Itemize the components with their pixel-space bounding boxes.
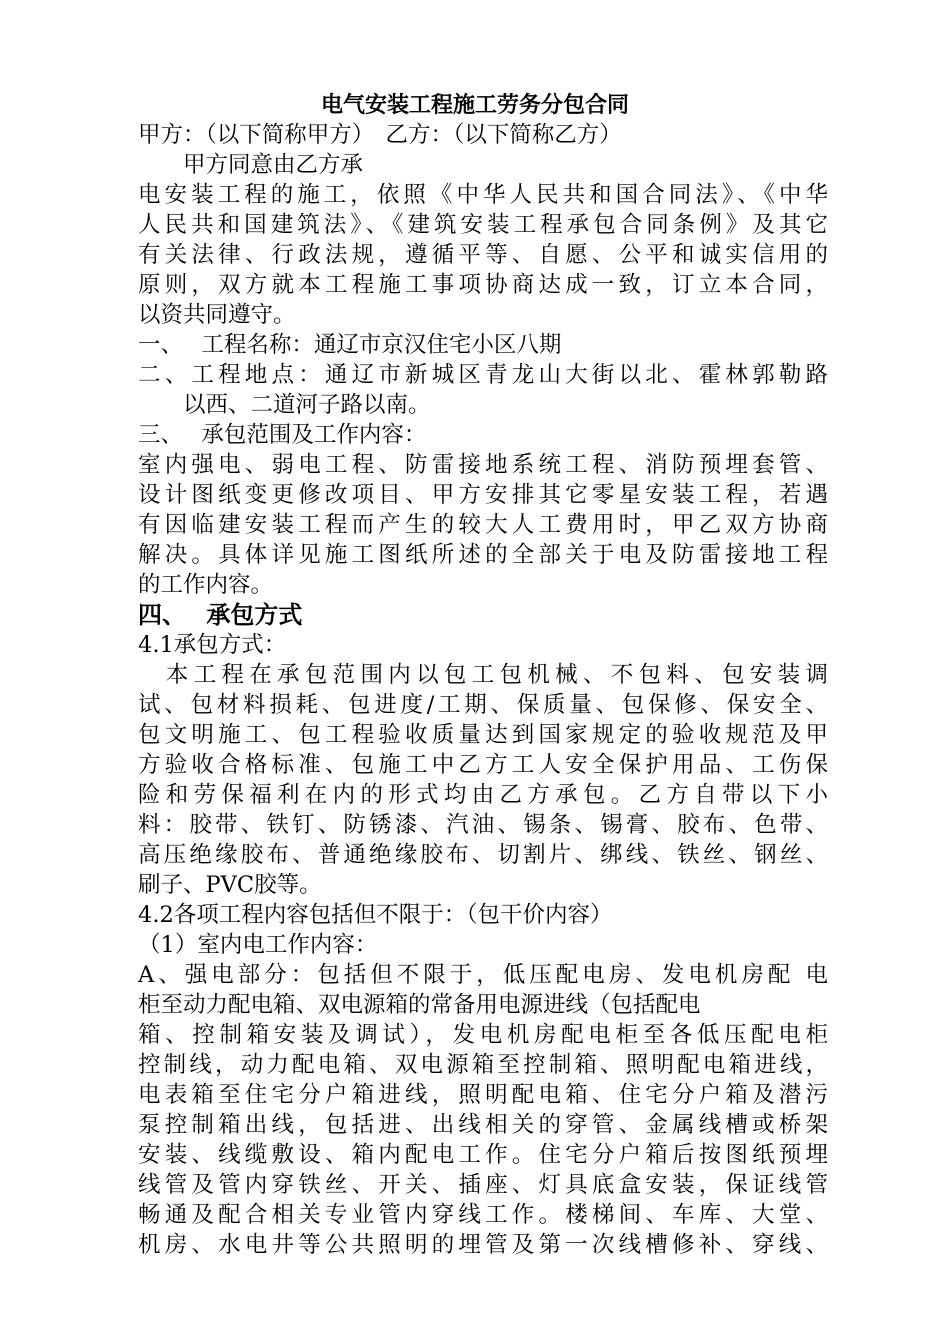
paragraph-line: 方验收合格标准、包施工中乙方工人安全保护用品、工伤保: [138, 752, 828, 778]
paragraph-line: 室内强电、弱电工程、防雷接地系统工程、消防预埋套管、: [138, 452, 828, 478]
paragraph-line: 设计图纸变更修改项目、甲方安排其它零星安装工程，若遇: [138, 482, 828, 508]
paragraph-line: 以西、二道河子路以南。: [138, 392, 431, 418]
document-title: 电气安装工程施工劳务分包合同: [320, 92, 629, 118]
paragraph-line: A、强电部分：包括但不限于，低压配电房、发电机房配 电: [138, 962, 828, 988]
paragraph-line: 电安装工程的施工，依照《中华人民共和国合同法》、《中华: [138, 182, 828, 208]
paragraph-line: 料：胶带、铁钉、防锈漆、汽油、锡条、锡膏、胶布、色带、: [138, 812, 828, 838]
paragraph-line: 机房、水电井等公共照明的埋管及第一次线槽修补、穿线、: [138, 1232, 828, 1258]
paragraph-line: 有因临建安装工程而产生的较大人工费用时，甲乙双方协商: [138, 512, 828, 538]
paragraph-line: 人民共和国建筑法》、《建筑安装工程承包合同条例》及其它: [138, 212, 828, 238]
paragraph-line: 险和劳保福利在内的形式均由乙方承包。乙方自带以下小: [138, 782, 828, 808]
parties-line: 甲方：（以下简称甲方） 乙方：（以下简称乙方）: [138, 122, 622, 148]
paragraph-line: 柜至动力配电箱、双电源箱的常备用电源进线（包括配电: [138, 992, 701, 1018]
paragraph-line: 控制线，动力配电箱、双电源箱至控制箱、照明配电箱进线，: [138, 1052, 828, 1078]
section-heading: 四、 承包方式: [138, 600, 303, 629]
section-heading: 一、 工程名称：通辽市京汉住宅小区八期: [138, 332, 562, 358]
paragraph-line: 高压绝缘胶布、普通绝缘胶布、切割片、绑线、铁丝、钢丝、: [138, 842, 828, 868]
paragraph-line: 泵控制箱出线，包括进、出线相关的穿管、金属线槽或桥架: [138, 1112, 828, 1138]
paragraph-line: 解决。具体详见施工图纸所述的全部关于电及防雷接地工程: [138, 542, 828, 568]
paragraph-line: 有关法律、行政法规，遵循平等、自愿、公平和诚实信用的: [138, 242, 828, 268]
subsection-heading: 4.2各项工程内容包括但不限于：（包干价内容）: [138, 902, 613, 928]
paragraph-line: 刷子、PVC胶等。: [138, 872, 322, 898]
paragraph-line: 箱、控制箱安装及调试），发电机房配电柜至各低压配电柜: [138, 1022, 828, 1048]
paragraph-line: 安装、线缆敷设、箱内配电工作。住宅分户箱后按图纸预埋: [138, 1142, 828, 1168]
section-heading: 二、工程地点：通辽市新城区青龙山大街以北、霍林郭勒路: [138, 362, 828, 388]
paragraph-line: 的工作内容。: [138, 572, 274, 598]
paragraph-line: 甲方同意由乙方承: [138, 152, 364, 178]
paragraph-line: 以资共同遵守。: [138, 302, 296, 328]
paragraph-line: 电表箱至住宅分户箱进线，照明配电箱、住宅分户箱及潜污: [138, 1082, 828, 1108]
paragraph-line: 线管及管内穿铁丝、开关、插座、灯具底盒安装，保证线管: [138, 1172, 828, 1198]
subsection-heading: （1）室内电工作内容：: [138, 932, 378, 958]
paragraph-line: 包文明施工、包工程验收质量达到国家规定的验收规范及甲: [138, 722, 828, 748]
paragraph-line: 试、包材料损耗、包进度/工期、保质量、包保修、保安全、: [138, 692, 828, 718]
paragraph-line: 畅通及配合相关专业管内穿线工作。楼梯间、车库、大堂、: [138, 1202, 828, 1228]
paragraph-line: 本工程在承包范围内以包工包机械、不包料、包安装调: [138, 662, 828, 688]
paragraph-line: 原则，双方就本工程施工事项协商达成一致，订立本合同，: [138, 272, 828, 298]
subsection-heading: 4.1承包方式：: [138, 632, 287, 658]
section-heading: 三、 承包范围及工作内容：: [138, 422, 427, 448]
